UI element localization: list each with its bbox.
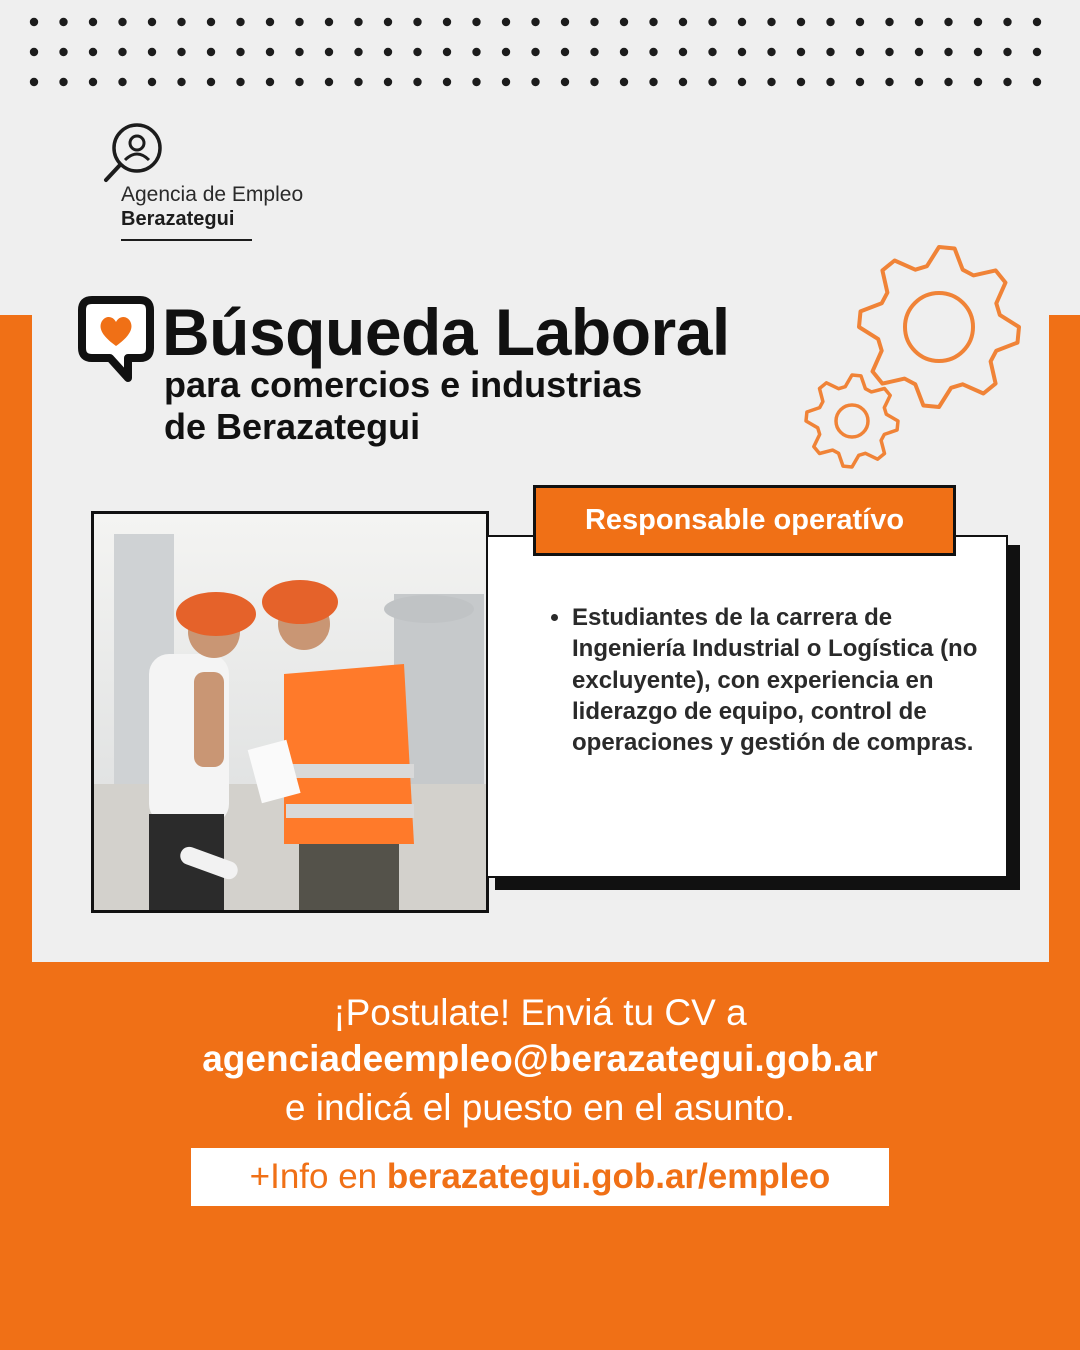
role-title-badge: Responsable operatívo: [533, 485, 956, 556]
pattern-dot: [266, 78, 274, 86]
pattern-dot: [295, 78, 303, 86]
pattern-dot: [856, 18, 864, 26]
pattern-dot: [1003, 48, 1011, 56]
pattern-dot: [1033, 48, 1041, 56]
pattern-dot: [266, 18, 274, 26]
pattern-dot: [266, 48, 274, 56]
pattern-dot: [384, 18, 392, 26]
pattern-dot: [679, 48, 687, 56]
pattern-dot: [561, 78, 569, 86]
more-info-box: [191, 1148, 889, 1206]
pattern-dot: [89, 18, 97, 26]
pattern-dot: [561, 18, 569, 26]
pattern-dot: [325, 18, 333, 26]
pattern-dot: [915, 18, 923, 26]
pattern-dot: [885, 48, 893, 56]
cta-apply-text: ¡Postulate! Enviá tu CV a: [333, 992, 747, 1033]
pattern-dot: [30, 18, 38, 26]
subtitle-line-1: para comercios e industrias: [164, 364, 643, 405]
pattern-dot: [826, 48, 834, 56]
pattern-dot: [118, 18, 126, 26]
subtitle-line-2: de Berazategui: [164, 406, 421, 447]
pattern-dot: [443, 78, 451, 86]
requirements-list: [547, 602, 1012, 758]
pattern-dot: [502, 78, 510, 86]
gears-icon: [800, 245, 1030, 475]
pattern-dot: [207, 48, 215, 56]
pattern-dot: [1033, 78, 1041, 86]
logo-name: Agencia de Empleo: [121, 183, 304, 206]
pattern-dot: [177, 78, 185, 86]
pattern-dot: [236, 18, 244, 26]
pattern-dot: [590, 48, 598, 56]
pattern-dot: [738, 48, 746, 56]
pattern-dot: [974, 18, 982, 26]
pattern-dot: [531, 18, 539, 26]
pattern-dot: [944, 18, 952, 26]
pattern-dot: [148, 78, 156, 86]
pattern-dot: [30, 78, 38, 86]
pattern-dot: [1003, 78, 1011, 86]
pattern-dot: [708, 18, 716, 26]
pattern-dot: [649, 18, 657, 26]
pattern-dot: [236, 78, 244, 86]
cta-email-link[interactable]: agenciadeempleo@berazategui.gob.ar: [202, 1038, 878, 1079]
pattern-dot: [354, 48, 362, 56]
dot-pattern: [22, 12, 1062, 92]
pattern-dot: [620, 78, 628, 86]
pattern-dot: [118, 78, 126, 86]
pattern-dot: [797, 18, 805, 26]
more-info-prefix: +Info en: [249, 1157, 387, 1196]
pattern-dot: [708, 78, 716, 86]
pattern-dot: [413, 18, 421, 26]
requirement-item: • Estudiantes de la carrera de Ingeniería Industrial o Logística (no excluyente), con experiencia en liderazgo de equipo, control de operaciones y gestión de compras.: [572, 602, 1012, 758]
agency-logo: [100, 122, 360, 252]
pattern-dot: [325, 48, 333, 56]
pattern-dot: [915, 48, 923, 56]
pattern-dot: [590, 18, 598, 26]
pattern-dot: [354, 18, 362, 26]
pattern-dot: [148, 48, 156, 56]
pattern-dot: [944, 48, 952, 56]
logo-underline: [121, 239, 252, 241]
pattern-dot: [295, 18, 303, 26]
pattern-dot: [443, 18, 451, 26]
pattern-dot: [826, 18, 834, 26]
pattern-dot: [649, 78, 657, 86]
pattern-dot: [354, 78, 362, 86]
pattern-dot: [502, 48, 510, 56]
cta-instruction-text: e indicá el puesto en el asunto.: [284, 1087, 796, 1128]
pattern-dot: [826, 78, 834, 86]
pattern-dot: [177, 18, 185, 26]
pattern-dot: [915, 78, 923, 86]
pattern-dot: [89, 48, 97, 56]
logo-city: Berazategui: [121, 208, 235, 230]
pattern-dot: [767, 18, 775, 26]
pattern-dot: [236, 48, 244, 56]
pattern-dot: [207, 18, 215, 26]
pattern-dot: [1003, 18, 1011, 26]
pattern-dot: [797, 48, 805, 56]
pattern-dot: [856, 78, 864, 86]
pattern-dot: [856, 48, 864, 56]
pattern-dot: [767, 78, 775, 86]
pattern-dot: [148, 18, 156, 26]
pattern-dot: [384, 48, 392, 56]
pattern-dot: [649, 48, 657, 56]
pattern-dot: [738, 18, 746, 26]
pattern-dot: [472, 48, 480, 56]
pattern-dot: [561, 48, 569, 56]
pattern-dot: [944, 78, 952, 86]
pattern-dot: [708, 48, 716, 56]
workers-photo: [91, 511, 489, 913]
heart-speech-bubble-icon: [78, 296, 154, 384]
pattern-dot: [974, 78, 982, 86]
pattern-dot: [797, 78, 805, 86]
pattern-dot: [974, 48, 982, 56]
pattern-dot: [413, 48, 421, 56]
pattern-dot: [295, 48, 303, 56]
pattern-dot: [531, 48, 539, 56]
pattern-dot: [413, 78, 421, 86]
pattern-dot: [443, 48, 451, 56]
pattern-dot: [885, 18, 893, 26]
workers-in-hard-hats-photo: [94, 514, 486, 910]
pattern-dot: [30, 48, 38, 56]
magnifier-person-icon: [100, 122, 170, 184]
pattern-dot: [384, 78, 392, 86]
pattern-dot: [620, 18, 628, 26]
more-info-link[interactable]: berazategui.gob.ar/empleo: [386, 1157, 831, 1196]
pattern-dot: [59, 48, 67, 56]
pattern-dot: [679, 18, 687, 26]
pattern-dot: [325, 78, 333, 86]
pattern-dot: [207, 78, 215, 86]
pattern-dot: [89, 78, 97, 86]
pattern-dot: [1033, 18, 1041, 26]
pattern-dot: [59, 78, 67, 86]
pattern-dot: [590, 78, 598, 86]
pattern-dot: [885, 78, 893, 86]
page-subtitle: [164, 364, 642, 448]
pattern-dot: [767, 48, 775, 56]
pattern-dot: [472, 18, 480, 26]
pattern-dot: [472, 78, 480, 86]
pattern-dot: [679, 78, 687, 86]
pattern-dot: [118, 48, 126, 56]
pattern-dot: [738, 78, 746, 86]
pattern-dot: [177, 48, 185, 56]
page-title: Búsqueda Laboral: [162, 295, 730, 369]
pattern-dot: [620, 48, 628, 56]
pattern-dot: [502, 18, 510, 26]
pattern-dot: [531, 78, 539, 86]
pattern-dot: [59, 18, 67, 26]
